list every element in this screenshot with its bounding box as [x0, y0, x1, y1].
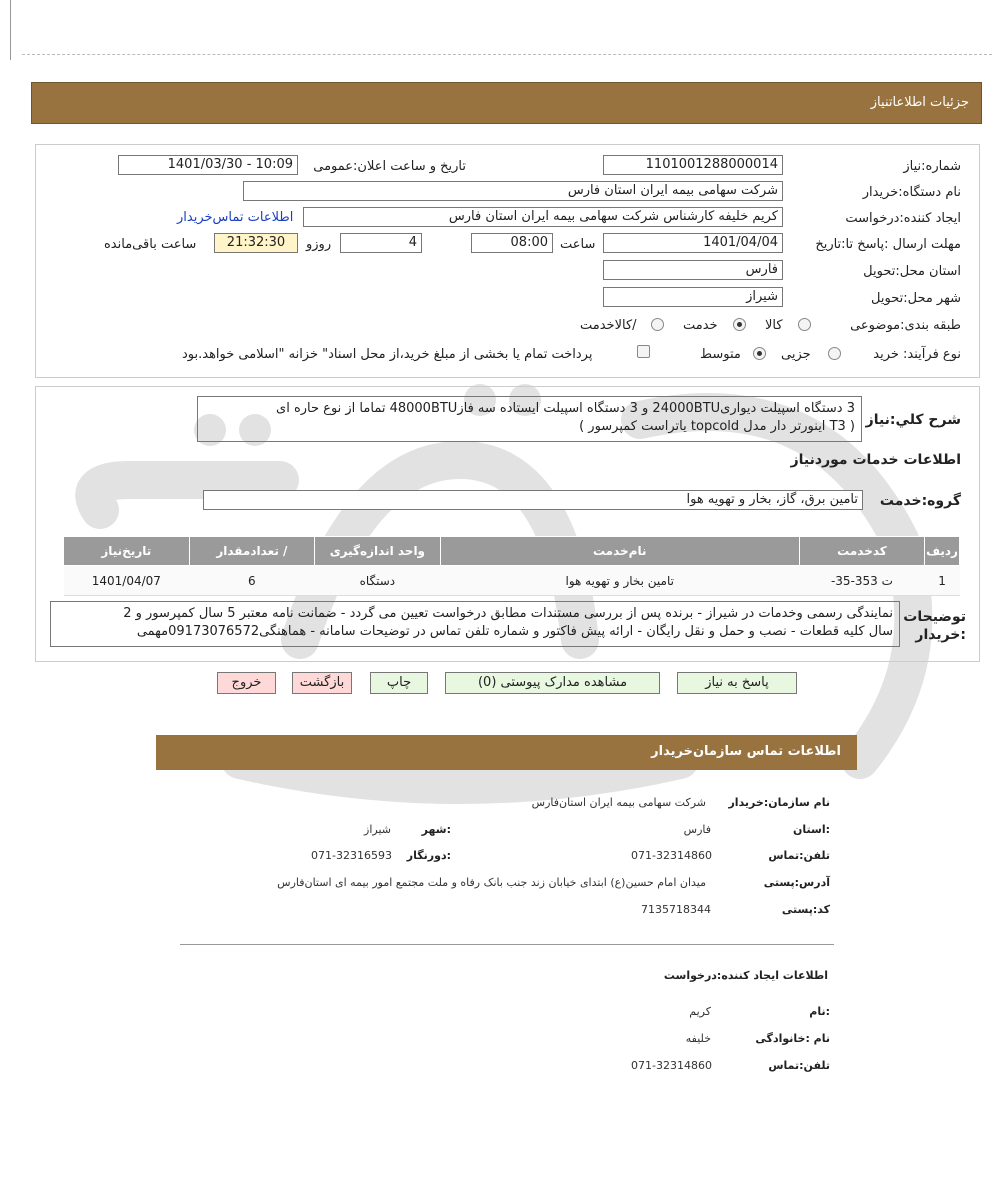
creator-name-label: :نام: [809, 1005, 830, 1018]
services-table: [63, 536, 960, 596]
contact-province-value: فارس: [683, 823, 711, 836]
contact-postal-value: 7135718344: [641, 903, 711, 916]
category-option-service: خدمت: [683, 318, 718, 333]
back-button[interactable]: بازگشت: [292, 672, 352, 694]
province-label: استان محل:تحویل: [863, 264, 961, 279]
exit-button[interactable]: خروج: [217, 672, 276, 694]
deadline-time-field: 08:00: [471, 233, 553, 253]
treasury-payment-checkbox[interactable]: [637, 345, 650, 358]
announce-field: 1401/03/30 - 10:09: [118, 155, 298, 175]
days-label: روزو: [306, 237, 332, 252]
contact-city-label: :شهر: [421, 823, 451, 836]
category-radio-goods[interactable]: [798, 318, 811, 331]
buyer-contact-link[interactable]: اطلاعات تماس‌خریدار: [177, 210, 294, 225]
remaining-label: ساعت باقی‌مانده: [104, 237, 197, 252]
creator-name-value: کریم: [689, 1005, 711, 1018]
contact-phone-value: 071-32314860: [631, 849, 712, 862]
contact-address-value: میدان امام حسین(ع) ابتدای خیابان زند جنب بانک رفاه و ملت مجتمع امور بیمه ای استان‌فارس: [277, 876, 706, 889]
services-table-header: [64, 537, 960, 566]
process-radio-medium[interactable]: [753, 347, 766, 360]
left-border-line: [10, 0, 11, 60]
creator-phone-value: 071-32314860: [631, 1059, 712, 1072]
need-number-label: شماره:نیاز: [903, 159, 961, 174]
remaining-time-field: 21:32:30: [214, 233, 298, 253]
view-attachments-button[interactable]: مشاهده مدارک پیوستی (0): [445, 672, 660, 694]
reply-button[interactable]: پاسخ به نیاز: [677, 672, 797, 694]
cell-quantity: 6: [189, 566, 314, 596]
treasury-payment-text: پرداخت تمام یا بخشی از مبلغ خرید،از محل اسناد" خزانه "اسلامی خواهد.بود: [182, 347, 593, 362]
creator-info-title: اطلاعات ایجاد کننده:درخواست: [663, 969, 828, 982]
cell-service-code: ت 353-35-: [799, 566, 924, 596]
col-unit: واحد اندازه‌گیری: [315, 537, 441, 566]
buyer-notes-label-1: توضیحات: [903, 609, 966, 625]
need-number-field: 1101001288000014: [603, 155, 783, 175]
city-field: شیراز: [603, 287, 783, 307]
page-header: [31, 82, 982, 124]
contact-title: اطلاعات تماس سازمان‌خریدار: [651, 744, 841, 759]
top-divider: [22, 54, 992, 55]
contact-fax-value: 071-32316593: [311, 849, 392, 862]
contact-divider: [180, 944, 834, 945]
description-line-1: 3 دستگاه اسپیلت دیواری24000BTU و 3 دستگاه اسپیلت ایستاده سه فاز48000BTU تماما از نوع حاره ای: [276, 401, 855, 416]
contact-fax-label: :دورنگار: [406, 849, 451, 862]
days-field: 4: [340, 233, 422, 253]
buyer-notes-line-2: سال کلیه قطعات - نصب و حمل و نقل رایگان - ارائه پیش فاکتور و شماره تلفن تماس در توضیحات سامانه - هماهنگی09173076572مهمی: [136, 624, 893, 639]
category-label: طبقه بندی:موضوعی: [850, 318, 961, 333]
process-option-minor: جزیی: [781, 347, 811, 362]
description-line-2: ( T3 اینورتر دار مدل topcold یاتراست کمپرسور ): [579, 419, 855, 434]
announce-label: تاریخ و ساعت اعلان:عمومی: [313, 159, 466, 174]
creator-family-value: خلیفه: [685, 1032, 711, 1045]
buyer-notes-box: [50, 601, 900, 647]
creator-phone-label: تلفن:تماس: [768, 1059, 830, 1072]
services-title: اطلاعات خدمات موردنیاز: [790, 452, 961, 468]
buyer-notes-line-1: نمایندگی رسمی وخدمات در شیراز - برنده پس از بررسی مستندات مطابق درخواست تعیین می گردد - ضمانت نامه معتبر 5 سال کمپرسور و 2: [123, 606, 893, 621]
category-option-goods: کالا: [765, 318, 783, 333]
process-option-medium: متوسط: [700, 347, 741, 362]
description-box: [197, 396, 862, 442]
contact-org-value: شرکت سهامی بیمه ایران استان‌فارس: [531, 796, 706, 809]
contact-postal-label: کد:پستی: [781, 903, 830, 916]
buyer-org-label: نام دستگاه:خریدار: [862, 185, 961, 200]
page-title: جزئیات اطلاعاتنیاز: [870, 95, 969, 110]
cell-row: 1: [925, 566, 960, 596]
buyer-notes-label-2: :خریدار: [915, 627, 966, 643]
need-info-panel: [35, 144, 980, 378]
contact-city-value: شیراز: [364, 823, 391, 836]
creator-label: ایجاد کننده:درخواست: [845, 211, 961, 226]
deadline-date-field: 1401/04/04: [603, 233, 783, 253]
contact-address-label: آدرس:پستی: [763, 876, 830, 889]
cell-unit: دستگاه: [315, 566, 441, 596]
process-radio-minor[interactable]: [828, 347, 841, 360]
service-group-label: گروه:خدمت: [879, 493, 961, 509]
cell-service-name: تامین بخار و تهویه هوا: [440, 566, 799, 596]
time-label: ساعت: [560, 237, 596, 252]
table-row: [64, 566, 960, 596]
col-row: ردیف: [925, 537, 960, 566]
process-label: نوع فرآیند: خرید: [873, 347, 961, 362]
category-radio-service[interactable]: [733, 318, 746, 331]
cell-need-date: 1401/04/07: [64, 566, 190, 596]
creator-family-label: نام :خانوادگی: [755, 1032, 830, 1045]
service-group-field: تامین برق، گاز، بخار و تهویه هوا: [203, 490, 863, 510]
print-button[interactable]: چاپ: [370, 672, 428, 694]
col-service-code: کدخدمت: [799, 537, 924, 566]
col-quantity: / تعدادمقدار: [189, 537, 314, 566]
category-option-goods-service: /کالاخدمت: [580, 318, 637, 333]
contact-header: [156, 735, 857, 770]
creator-field: کریم خلیفه کارشناس شرکت سهامی بیمه ایران استان فارس: [303, 207, 783, 227]
col-need-date: تاریخ‌نیاز: [64, 537, 190, 566]
col-service-name: نام‌خدمت: [440, 537, 799, 566]
city-label: شهر محل:تحویل: [871, 291, 961, 306]
deadline-label: مهلت ارسال :پاسخ تا:تاریخ: [815, 237, 961, 252]
province-field: فارس: [603, 260, 783, 280]
contact-province-label: :استان: [793, 823, 830, 836]
contact-org-label: نام سازمان:خریدار: [728, 796, 830, 809]
contact-phone-label: تلفن:تماس: [768, 849, 830, 862]
description-label: شرح کلي:نياز: [865, 412, 961, 428]
buyer-org-field: شرکت سهامی بیمه ایران استان فارس: [243, 181, 783, 201]
category-radio-goods-service[interactable]: [651, 318, 664, 331]
